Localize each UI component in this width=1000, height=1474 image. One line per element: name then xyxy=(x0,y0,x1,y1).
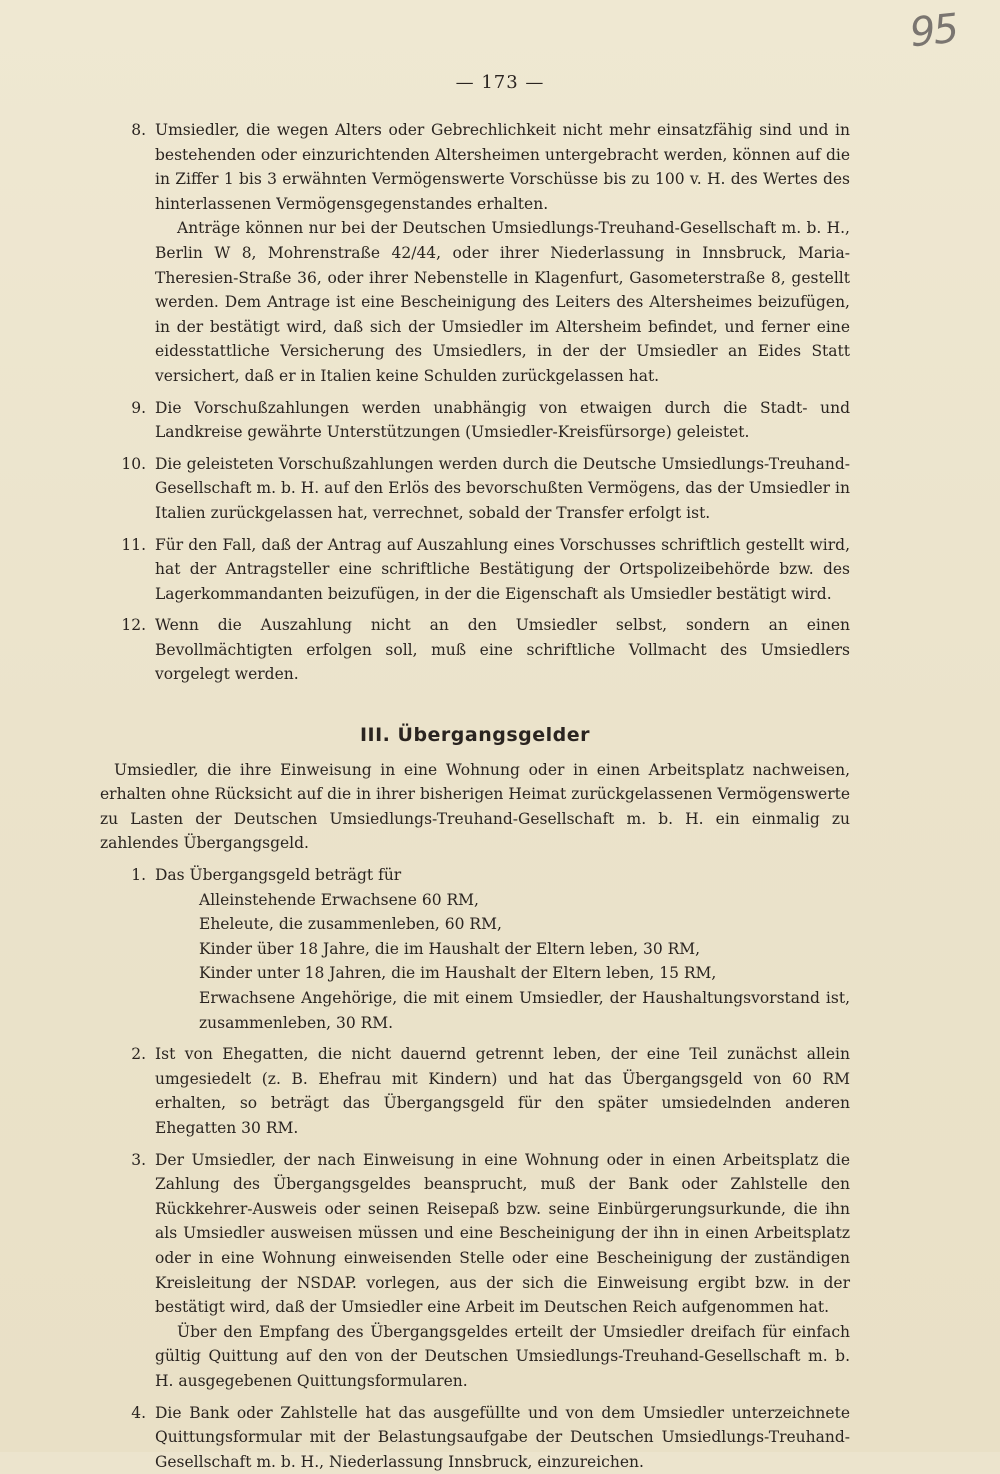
list-item xyxy=(100,452,850,526)
paragraph: Das Übergangsgeld beträgt für xyxy=(155,863,850,888)
paragraph: Umsiedler, die wegen Alters oder Gebrechlichkeit nicht mehr einsatzfähig sind und in bestehenden oder einzurichtenden Altersheimen untergebracht werden, können auf die in Ziffer 1 bis 3 erwähnten Vermögenswerte Vorschüsse bis zu 100 v. H. des Wertes des hinterlassenen Vermögensgegenstandes erhalten. xyxy=(155,118,850,216)
list-item xyxy=(100,1042,850,1140)
list-item xyxy=(100,118,850,389)
rate-line: Kinder über 18 Jahre, die im Haushalt der Eltern leben, 30 RM, xyxy=(199,937,850,962)
paragraph: Über den Empfang des Übergangsgeldes erteilt der Umsiedler dreifach für einfach gültig Quittung auf den von der Deutschen Umsiedlungs-Treuhand-Gesellschaft m. b. H. ausgegebenen Quittungsformularen. xyxy=(155,1320,850,1394)
handwritten-archive-number: 95 xyxy=(908,6,959,57)
list-item xyxy=(100,1148,850,1394)
item-body xyxy=(155,863,850,1035)
item-number: 1. xyxy=(100,863,155,1035)
body-text xyxy=(100,118,850,1474)
paragraph: Der Umsiedler, der nach Einweisung in eine Wohnung oder in einen Arbeitsplatz die Zahlung des Übergangsgeldes beansprucht, muß der Bank oder Zahlstelle den Rückkehrer-Ausweis oder seinen Reisepaß bzw. seine Einbürgerungsurkunde, die ihn als Umsiedler ausweisen müssen und eine Bescheinigung der ihn in einen Arbeitsplatz oder in eine Wohnung einweisenden Stelle oder eine Bescheinigung der zuständigen Kreisleitung der NSDAP. vorlegen, aus der sich die Einweisung ergibt bzw. in der bestätigt wird, daß der Umsiedler eine Arbeit im Deutschen Reich aufgenommen hat. xyxy=(155,1148,850,1320)
rate-line: Kinder unter 18 Jahren, die im Haushalt der Eltern leben, 15 RM, xyxy=(199,961,850,986)
paragraph: Ist von Ehegatten, die nicht dauernd getrennt leben, der eine Teil zunächst allein umgesiedelt (z. B. Ehefrau mit Kindern) und hat das Übergangsgeld von 60 RM erhalten, so beträgt das Übergangsgeld für den später umsiedelnden anderen Ehegatten 30 RM. xyxy=(155,1042,850,1140)
item-number: 12. xyxy=(100,613,155,687)
item-body xyxy=(155,452,850,526)
paragraph: Für den Fall, daß der Antrag auf Auszahlung eines Vorschusses schriftlich gestellt wird, hat der Antragsteller eine schriftliche Bestätigung der Ortspolizeibehörde bzw. des Lagerkommandanten beizufügen, in der die Eigenschaft als Umsiedler bestätigt wird. xyxy=(155,533,850,607)
section-heading: III. Übergangsgelder xyxy=(100,723,850,748)
item-number: 4. xyxy=(100,1401,155,1474)
page-number: — 173 — xyxy=(0,72,1000,93)
item-body xyxy=(155,533,850,607)
list-item xyxy=(100,533,850,607)
item-number: 10. xyxy=(100,452,155,526)
list-item xyxy=(100,396,850,445)
item-number: 11. xyxy=(100,533,155,607)
item-body xyxy=(155,118,850,389)
paragraph: Die geleisteten Vorschußzahlungen werden durch die Deutsche Umsiedlungs-Treuhand-Gesellschaft m. b. H. auf den Erlös des bevorschußten Vermögens, das der Umsiedler in Italien zurückgelassen hat, verrechnet, sobald der Transfer erfolgt ist. xyxy=(155,452,850,526)
rate-list xyxy=(155,888,850,1036)
item-number: 9. xyxy=(100,396,155,445)
paragraph: Die Vorschußzahlungen werden unabhängig von etwaigen durch die Stadt- und Landkreise gewährte Unterstützungen (Umsiedler-Kreisfürsorge) geleistet. xyxy=(155,396,850,445)
item-number: 2. xyxy=(100,1042,155,1140)
list-item xyxy=(100,863,850,1035)
list-item xyxy=(100,613,850,687)
list-item xyxy=(100,1401,850,1474)
item-number: 8. xyxy=(100,118,155,389)
rate-line: Eheleute, die zusammenleben, 60 RM, xyxy=(199,912,850,937)
item-body xyxy=(155,1148,850,1394)
item-body xyxy=(155,396,850,445)
rate-line: Alleinstehende Erwachsene 60 RM, xyxy=(199,888,850,913)
item-body xyxy=(155,1042,850,1140)
paragraph: Wenn die Auszahlung nicht an den Umsiedler selbst, sondern an einen Bevollmächtigten erfolgen soll, muß eine schriftliche Vollmacht des Umsiedlers vorgelegt werden. xyxy=(155,613,850,687)
paragraph: Die Bank oder Zahlstelle hat das ausgefüllte und von dem Umsiedler unterzeichnete Quittungsformular mit der Belastungsaufgabe der Deutschen Umsiedlungs-Treuhand-Gesellschaft m. b. H., Niederlassung Innsbruck, einzureichen. xyxy=(155,1401,850,1474)
item-body xyxy=(155,1401,850,1474)
rate-line: Erwachsene Angehörige, die mit einem Umsiedler, der Haushaltungsvorstand ist, zusammenleben, 30 RM. xyxy=(199,986,850,1035)
item-body xyxy=(155,613,850,687)
item-number: 3. xyxy=(100,1148,155,1394)
paragraph: Anträge können nur bei der Deutschen Umsiedlungs-Treuhand-Gesellschaft m. b. H., Berlin W 8, Mohrenstraße 42/44, oder ihrer Niederlassung in Innsbruck, Maria-Theresien-Straße 36, oder ihrer Nebenstelle in Klagenfurt, Gasometerstraße 8, gestellt werden. Dem Antrage ist eine Bescheinigung des Leiters des Altersheimes beizufügen, in der bestätigt wird, daß sich der Umsiedler im Altersheim befindet, und ferner eine eidesstattliche Versicherung des Umsiedlers, in der der Umsiedler an Eides Statt versichert, daß er in Italien keine Schulden zurückgelassen hat. xyxy=(155,216,850,388)
section-intro: Umsiedler, die ihre Einweisung in eine Wohnung oder in einen Arbeitsplatz nachweisen, erhalten ohne Rücksicht auf die in ihrer bisherigen Heimat zurückgelassenen Vermögenswerte zu Lasten der Deutschen Umsiedlungs-Treuhand-Gesellschaft m. b. H. ein einmalig zu zahlendes Übergangsgeld. xyxy=(100,758,850,856)
